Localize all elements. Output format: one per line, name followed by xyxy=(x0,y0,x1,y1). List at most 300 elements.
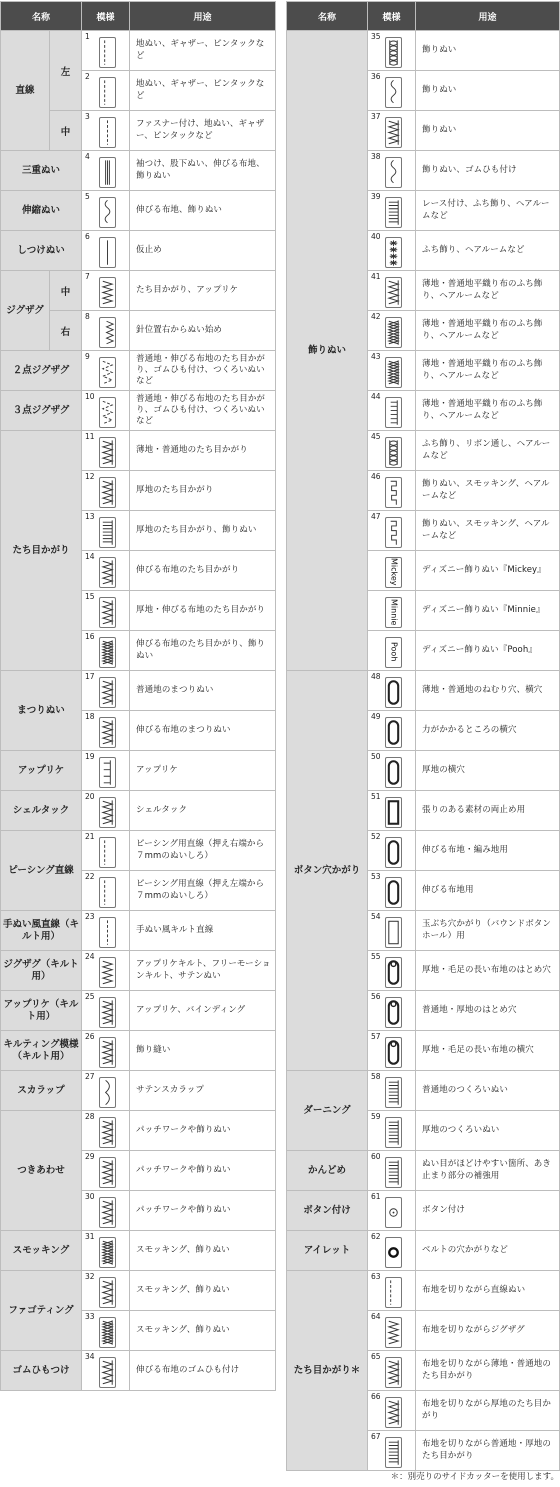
group-name: たち目かがり＊ xyxy=(287,1271,368,1471)
stitch-number: 32 xyxy=(85,1272,95,1281)
header-pattern: 模様 xyxy=(82,2,130,31)
stitch-use: ディズニー飾りぬい『Pooh』 xyxy=(416,631,560,671)
group-name: しつけぬい xyxy=(1,231,82,271)
stitch-number: 10 xyxy=(85,392,95,401)
header-use: 用途 xyxy=(130,2,276,31)
stitch-number: 2 xyxy=(85,72,90,81)
stitch-use: ぬい目がほどけやすい箇所、あき止まり部分の補強用 xyxy=(416,1151,560,1191)
stitch-number: 18 xyxy=(85,712,95,721)
header-use: 用途 xyxy=(416,2,560,31)
stitch-number: 31 xyxy=(85,1232,95,1241)
group-name: スモッキング xyxy=(1,1231,82,1271)
stitch-number: 25 xyxy=(85,992,95,1001)
stitch-number: 34 xyxy=(85,1352,95,1361)
stitch-pattern xyxy=(368,1151,416,1191)
buttonhole-stretch-icon xyxy=(385,837,402,868)
stitch-number: 55 xyxy=(371,952,381,961)
stitch-number: 21 xyxy=(85,832,95,841)
elastic-icon xyxy=(99,1357,116,1388)
stitch-pattern xyxy=(368,1431,416,1471)
stitch-use: 伸びる布地、飾りぬい xyxy=(130,191,276,231)
group-name: シェルタック xyxy=(1,791,82,831)
patchwork-feather-icon xyxy=(99,1197,116,1228)
table-row xyxy=(287,1191,560,1231)
buttonhole-reinforced-icon xyxy=(385,717,402,748)
fagoting-icon xyxy=(99,1277,116,1308)
stitch-use: 布地を切りながら薄地・普通地のたち目かがり xyxy=(416,1351,560,1391)
stitch-pattern xyxy=(368,711,416,751)
stitch-pattern xyxy=(82,1231,130,1271)
greek-key-icon xyxy=(385,477,402,508)
stitch-pattern xyxy=(368,31,416,71)
stitch-use: 針位置右からぬい始め xyxy=(130,311,276,351)
stitch-use: 布地を切りながらジグザグ xyxy=(416,1311,560,1351)
stitch-number: 16 xyxy=(85,632,95,641)
triple-straight-icon xyxy=(99,157,116,188)
needle-position: 中 xyxy=(50,111,82,151)
stitch-number: 17 xyxy=(85,672,95,681)
stitch-pattern xyxy=(368,511,416,551)
table-row xyxy=(1,1351,276,1391)
group-name: つきあわせ xyxy=(1,1111,82,1231)
stitch-pattern xyxy=(82,1351,130,1391)
table-row xyxy=(1,751,276,791)
group-name: ダーニング xyxy=(287,1071,368,1151)
table-row xyxy=(287,1151,560,1191)
table-row xyxy=(1,1031,276,1071)
stitch-pattern xyxy=(368,871,416,911)
eyelet-icon xyxy=(385,1237,402,1268)
stitch-number: 49 xyxy=(371,712,381,721)
stitch-number: 37 xyxy=(371,112,381,121)
stitch-pattern xyxy=(82,911,130,951)
stitch-use: レース付け、ふち飾り、ヘアルームなど xyxy=(416,191,560,231)
stitch-number: 57 xyxy=(371,1032,381,1041)
stitch-number: 23 xyxy=(85,912,95,921)
stitch-pattern xyxy=(368,471,416,511)
stitch-use: 力がかかるところの横穴 xyxy=(416,711,560,751)
stitch-number: 54 xyxy=(371,912,381,921)
stitch-pattern xyxy=(368,631,416,671)
stitch-number: 63 xyxy=(371,1272,381,1281)
stitch-number: 66 xyxy=(371,1392,381,1401)
stitch-use: たち目かがり、アップリケ xyxy=(130,271,276,311)
group-name: ゴムひもつけ xyxy=(1,1351,82,1391)
stitch-use: 飾りぬい、ゴムひも付け xyxy=(416,151,560,191)
stitch-use: ピーシング用直線（押え右端から７mmのぬいしろ） xyxy=(130,831,276,871)
stitch-number: 39 xyxy=(371,192,381,201)
stitch-pattern xyxy=(82,1151,130,1191)
table-row xyxy=(1,1111,276,1151)
stitch-number: 40 xyxy=(371,232,381,241)
stitch-number: 28 xyxy=(85,1112,95,1121)
applique-icon xyxy=(99,757,116,788)
zigzag-right-icon xyxy=(99,317,116,348)
stitch-use: 厚地・伸びる布地のたち目かがり xyxy=(130,591,276,631)
stitch-use: 厚地の横穴 xyxy=(416,751,560,791)
stitch-use: 薄地・普通地平織り布のふち飾り、ヘアルームなど xyxy=(416,351,560,391)
wave-icon xyxy=(385,77,402,108)
stitch-use: ふち飾り、リボン通し、ヘアルームなど xyxy=(416,431,560,471)
stitch-pattern xyxy=(82,191,130,231)
comb-icon xyxy=(385,197,402,228)
stitch-number: 67 xyxy=(371,1432,381,1441)
stitch-pattern xyxy=(368,191,416,231)
stitch-use: パッチワークや飾りぬい xyxy=(130,1111,276,1151)
stitch-pattern xyxy=(368,911,416,951)
stitch-use: 厚地のたち目かがり、飾りぬい xyxy=(130,511,276,551)
stitch-number: 33 xyxy=(85,1312,95,1321)
stitch-use: 飾りぬい、スモッキング、ヘアルームなど xyxy=(416,471,560,511)
stitch-pattern xyxy=(368,831,416,871)
blind-hem-stretch-icon xyxy=(99,717,116,748)
patchwork-icon xyxy=(99,1117,116,1148)
stitch-pattern xyxy=(368,1071,416,1111)
greek-key-alt-icon xyxy=(385,517,402,548)
stitch-use: 厚地・毛足の長い布地の横穴 xyxy=(416,1031,560,1071)
table-row xyxy=(287,1271,560,1311)
minnie-icon: Minnie xyxy=(385,597,402,628)
stitch-pattern xyxy=(82,591,130,631)
bowtie-icon xyxy=(385,317,402,348)
stitch-pattern xyxy=(82,1311,130,1351)
stitch-number: 51 xyxy=(371,792,381,801)
stitch-pattern xyxy=(368,591,416,631)
stitch-use: スモッキング、飾りぬい xyxy=(130,1231,276,1271)
braid-icon xyxy=(385,117,402,148)
group-name: ジグザグ（キルト用） xyxy=(1,951,82,991)
straight-left-icon xyxy=(99,37,116,68)
stitch-use: 薄地・普通地平織り布のふち飾り、ヘアルームなど xyxy=(416,391,560,431)
stitch-use: 普通地・伸びる布地のたち目かがり、ゴムひも付け、つくろいぬいなど xyxy=(130,391,276,431)
group-name: ボタン付け xyxy=(287,1191,368,1231)
stitch-pattern xyxy=(368,271,416,311)
table-row xyxy=(1,31,276,71)
stitch-number: 56 xyxy=(371,992,381,1001)
group-name: ボタン穴かがり xyxy=(287,671,368,1071)
blind-hem-icon xyxy=(99,677,116,708)
stitch-use: アップリケ、バインディング xyxy=(130,991,276,1031)
stitch-use: 普通地・厚地のはとめ穴 xyxy=(416,991,560,1031)
piecing-right-icon xyxy=(99,837,116,868)
group-name: 三重ぬい xyxy=(1,151,82,191)
side-cutter-overcast-icon xyxy=(385,1357,402,1388)
stitch-table-left xyxy=(0,1,276,1391)
mickey-icon: Mickey xyxy=(385,557,402,588)
stitch-number: 5 xyxy=(85,192,90,201)
stitch-number: 47 xyxy=(371,512,381,521)
overcast-box-icon xyxy=(99,517,116,548)
header-name: 名称 xyxy=(1,2,82,31)
stitch-number: 19 xyxy=(85,752,95,761)
buttonhole-rounded-icon xyxy=(385,677,402,708)
stitch-use: 普通地のまつりぬい xyxy=(130,671,276,711)
stitch-pattern xyxy=(82,1271,130,1311)
stitch-use: 布地を切りながら普通地・厚地のたち目かがり xyxy=(416,1431,560,1471)
stitch-use: 玉ぶち穴かがり（バウンドボタンホール）用 xyxy=(416,911,560,951)
stitch-use: 厚地のつくろいぬい xyxy=(416,1111,560,1151)
stitch-use: 厚地・毛足の長い布地のはとめ穴 xyxy=(416,951,560,991)
stitch-number: 38 xyxy=(371,152,381,161)
quilt-zigzag-icon xyxy=(99,957,116,988)
serpentine-icon xyxy=(385,157,402,188)
ladder-icon xyxy=(385,37,402,68)
patchwork-double-icon xyxy=(99,1157,116,1188)
stitch-use: パッチワークや飾りぬい xyxy=(130,1151,276,1191)
stitch-table-right xyxy=(286,1,560,1471)
stitch-number: 65 xyxy=(371,1352,381,1361)
footnote: ＊：別売りのサイドカッターを使用します。 xyxy=(390,1472,559,1482)
stitch-number: 41 xyxy=(371,272,381,281)
stitch-pattern xyxy=(368,151,416,191)
stitch-pattern xyxy=(82,391,130,431)
stitch-pattern xyxy=(82,111,130,151)
stitch-use: 伸びる布地のまつりぬい xyxy=(130,711,276,751)
group-name: アイレット xyxy=(287,1231,368,1271)
stitch-pattern xyxy=(82,431,130,471)
pooh-icon: Pooh xyxy=(385,637,402,668)
group-name: たち目かがり xyxy=(1,431,82,671)
group-name: 飾りぬい xyxy=(287,31,368,671)
group-name: 伸縮ぬい xyxy=(1,191,82,231)
table-row xyxy=(1,231,276,271)
group-name: アップリケ（キルト用） xyxy=(1,991,82,1031)
stitch-pattern xyxy=(368,1391,416,1431)
stitch-pattern xyxy=(82,671,130,711)
needle-position: 中 xyxy=(50,271,82,311)
stitch-use: 薄地・普通地平織り布のふち飾り、ヘアルームなど xyxy=(416,311,560,351)
table-row xyxy=(287,671,560,711)
stitch-pattern xyxy=(368,991,416,1031)
stitch-pattern xyxy=(368,351,416,391)
group-name: ジグザグ xyxy=(1,271,50,351)
stitch-use: アップリケ xyxy=(130,751,276,791)
stitch-pattern xyxy=(368,1191,416,1231)
quilt-applique-icon xyxy=(99,997,116,1028)
stitch-use: ピーシング用直線（押え左端から７mmのぬいしろ） xyxy=(130,871,276,911)
stitch-pattern xyxy=(368,1031,416,1071)
stitch-pattern xyxy=(82,991,130,1031)
stitch-use: サテンスカラップ xyxy=(130,1071,276,1111)
stitch-number: 48 xyxy=(371,672,381,681)
bound-buttonhole-icon xyxy=(385,917,402,948)
group-name: キルティング模様（キルト用） xyxy=(1,1031,82,1071)
stitch-pattern xyxy=(368,1111,416,1151)
stitch-pattern xyxy=(368,551,416,591)
bar-tack-icon xyxy=(385,1157,402,1188)
table-row xyxy=(1,351,276,391)
stitch-use: 薄地・普通地のねむり穴、横穴 xyxy=(416,671,560,711)
buttonhole-square-icon xyxy=(385,797,402,828)
stitch-pattern xyxy=(368,71,416,111)
stitch-use: 普通地のつくろいぬい xyxy=(416,1071,560,1111)
stitch-use: 伸びる布地のゴムひも付け xyxy=(130,1351,276,1391)
diamond-chain-icon xyxy=(385,277,402,308)
stitch-use: シェルタック xyxy=(130,791,276,831)
table-row xyxy=(1,791,276,831)
group-name: 直線 xyxy=(1,31,50,151)
stitch-number: 60 xyxy=(371,1152,381,1161)
stitch-use: 布地を切りながら直線ぬい xyxy=(416,1271,560,1311)
stitch-number: 4 xyxy=(85,152,90,161)
button-sew-icon xyxy=(385,1197,402,1228)
stitch-number: 61 xyxy=(371,1192,381,1201)
quilt-stipple-icon xyxy=(99,1037,116,1068)
overcast-heavy-icon xyxy=(99,477,116,508)
stitch-number: 36 xyxy=(371,72,381,81)
stitch-number: 50 xyxy=(371,752,381,761)
group-name: ３点ジグザグ xyxy=(1,391,82,431)
stitch-use: 伸びる布地のたち目かがり、飾りぬい xyxy=(130,631,276,671)
stitch-use: アップリケキルト、フリーモーションキルト、サテンぬい xyxy=(130,951,276,991)
overcast-cross-icon xyxy=(99,637,116,668)
side-cutter-straight-icon xyxy=(385,1277,402,1308)
stitch-use: 伸びる布地用 xyxy=(416,871,560,911)
stitch-pattern xyxy=(368,671,416,711)
stitch-use: 厚地のたち目かがり xyxy=(130,471,276,511)
table-row xyxy=(1,391,276,431)
stitch-pattern xyxy=(368,1351,416,1391)
group-name: 手ぬい風直線（キルト用） xyxy=(1,911,82,951)
table-row xyxy=(1,1071,276,1111)
stitch-pattern xyxy=(82,311,130,351)
table-row xyxy=(1,991,276,1031)
stitch-pattern xyxy=(368,1311,416,1351)
stitch-number: 58 xyxy=(371,1072,381,1081)
stitch-pattern xyxy=(368,431,416,471)
side-cutter-zigzag-icon xyxy=(385,1317,402,1348)
stitch-use: 地ぬい、ギャザー、ピンタックなど xyxy=(130,31,276,71)
stitch-number: 1 xyxy=(85,32,90,41)
table-row xyxy=(287,1231,560,1271)
table-row xyxy=(1,671,276,711)
buttonhole-round-end-icon xyxy=(385,757,402,788)
group-name: アップリケ xyxy=(1,751,82,791)
stitch-use: 袖つけ、股下ぬい、伸びる布地、飾りぬい xyxy=(130,151,276,191)
needle-position: 右 xyxy=(50,311,82,351)
stitch-number: 27 xyxy=(85,1072,95,1081)
star-icon xyxy=(385,237,402,268)
stitch-pattern xyxy=(368,231,416,271)
stitch-pattern xyxy=(82,751,130,791)
hand-look-quilt-icon xyxy=(99,917,116,948)
overcast-icon xyxy=(99,437,116,468)
stitch-use: 薄地・普通地のたち目かがり xyxy=(130,431,276,471)
stitch-pattern xyxy=(82,1071,130,1111)
table-row xyxy=(1,1231,276,1271)
stitch-use: 飾りぬい、スモッキング、ヘアルームなど xyxy=(416,511,560,551)
stitch-pattern xyxy=(82,791,130,831)
header-name: 名称 xyxy=(287,2,368,31)
stitch-pattern xyxy=(82,31,130,71)
stitch-use: 張りのある素材の両止め用 xyxy=(416,791,560,831)
stitch-pattern xyxy=(368,1271,416,1311)
stitch-number: 22 xyxy=(85,872,95,881)
stitch-pattern xyxy=(82,71,130,111)
group-name: ２点ジグザグ xyxy=(1,351,82,391)
stitch-use: 地ぬい、ギャザー、ピンタックなど xyxy=(130,71,276,111)
group-name: かんどめ xyxy=(287,1151,368,1191)
stitch-use: 手ぬい風キルト直線 xyxy=(130,911,276,951)
overcast-slant-icon xyxy=(99,557,116,588)
stitch-number: 11 xyxy=(85,432,95,441)
stitch-use: 飾りぬい xyxy=(416,71,560,111)
stitch-use: 飾りぬい xyxy=(416,111,560,151)
ribbon-icon xyxy=(385,437,402,468)
stitch-pattern xyxy=(82,871,130,911)
stitch-pattern xyxy=(82,511,130,551)
stitch-use: ふち飾り、ヘアルームなど xyxy=(416,231,560,271)
table-row xyxy=(287,31,560,71)
stitch-number: 24 xyxy=(85,952,95,961)
stretch-stitch-icon xyxy=(99,197,116,228)
stitch-number: 44 xyxy=(371,392,381,401)
stitch-number: 12 xyxy=(85,472,95,481)
stitch-pattern xyxy=(82,1191,130,1231)
keyhole-tapered-icon xyxy=(385,957,402,988)
stitch-number: 30 xyxy=(85,1192,95,1201)
stitch-pattern xyxy=(368,391,416,431)
table-row xyxy=(287,1071,560,1111)
stitch-pattern xyxy=(82,351,130,391)
stitch-number: 62 xyxy=(371,1232,381,1241)
stitch-number: 6 xyxy=(85,232,90,241)
stitch-pattern xyxy=(82,471,130,511)
stitch-pattern xyxy=(368,311,416,351)
three-step-zigzag-icon xyxy=(99,397,116,428)
stitch-use: ファスナー付け、地ぬい、ギャザー、ピンタックなど xyxy=(130,111,276,151)
stitch-pattern xyxy=(82,631,130,671)
table-row xyxy=(1,1271,276,1311)
stitch-number: 9 xyxy=(85,352,90,361)
stitch-use: ディズニー飾りぬい『Mickey』 xyxy=(416,551,560,591)
side-cutter-overcast-heavy-icon xyxy=(385,1397,402,1428)
stitch-use: ボタン付け xyxy=(416,1191,560,1231)
stitch-use: パッチワークや飾りぬい xyxy=(130,1191,276,1231)
scallop-icon xyxy=(99,1077,116,1108)
stitch-use: 伸びる布地・編み地用 xyxy=(416,831,560,871)
table-row xyxy=(1,951,276,991)
stitch-pattern xyxy=(82,271,130,311)
stitch-use: 布地を切りながら厚地のたち目かがり xyxy=(416,1391,560,1431)
stitch-number: 43 xyxy=(371,352,381,361)
stitch-number: 52 xyxy=(371,832,381,841)
picot-icon xyxy=(385,397,402,428)
stitch-pattern xyxy=(82,1031,130,1071)
stitch-number: 46 xyxy=(371,472,381,481)
stitch-pattern xyxy=(82,951,130,991)
stitch-number: 35 xyxy=(371,32,381,41)
stitch-use: 仮止め xyxy=(130,231,276,271)
stitch-number: 20 xyxy=(85,792,95,801)
zigzag-center-icon xyxy=(99,277,116,308)
overcast-stretch-icon xyxy=(99,597,116,628)
stitch-pattern xyxy=(368,791,416,831)
stitch-number: 3 xyxy=(85,112,90,121)
stitch-number: 26 xyxy=(85,1032,95,1041)
piecing-left-icon xyxy=(99,877,116,908)
stitch-number: 15 xyxy=(85,592,95,601)
group-name: スカラップ xyxy=(1,1071,82,1111)
shell-tuck-icon xyxy=(99,797,116,828)
table-row xyxy=(1,431,276,471)
group-name: まつりぬい xyxy=(1,671,82,751)
stitch-pattern xyxy=(368,1231,416,1271)
darning-heavy-icon xyxy=(385,1117,402,1148)
stitch-number: 14 xyxy=(85,552,95,561)
basting-icon xyxy=(99,237,116,268)
stitch-pattern xyxy=(82,151,130,191)
